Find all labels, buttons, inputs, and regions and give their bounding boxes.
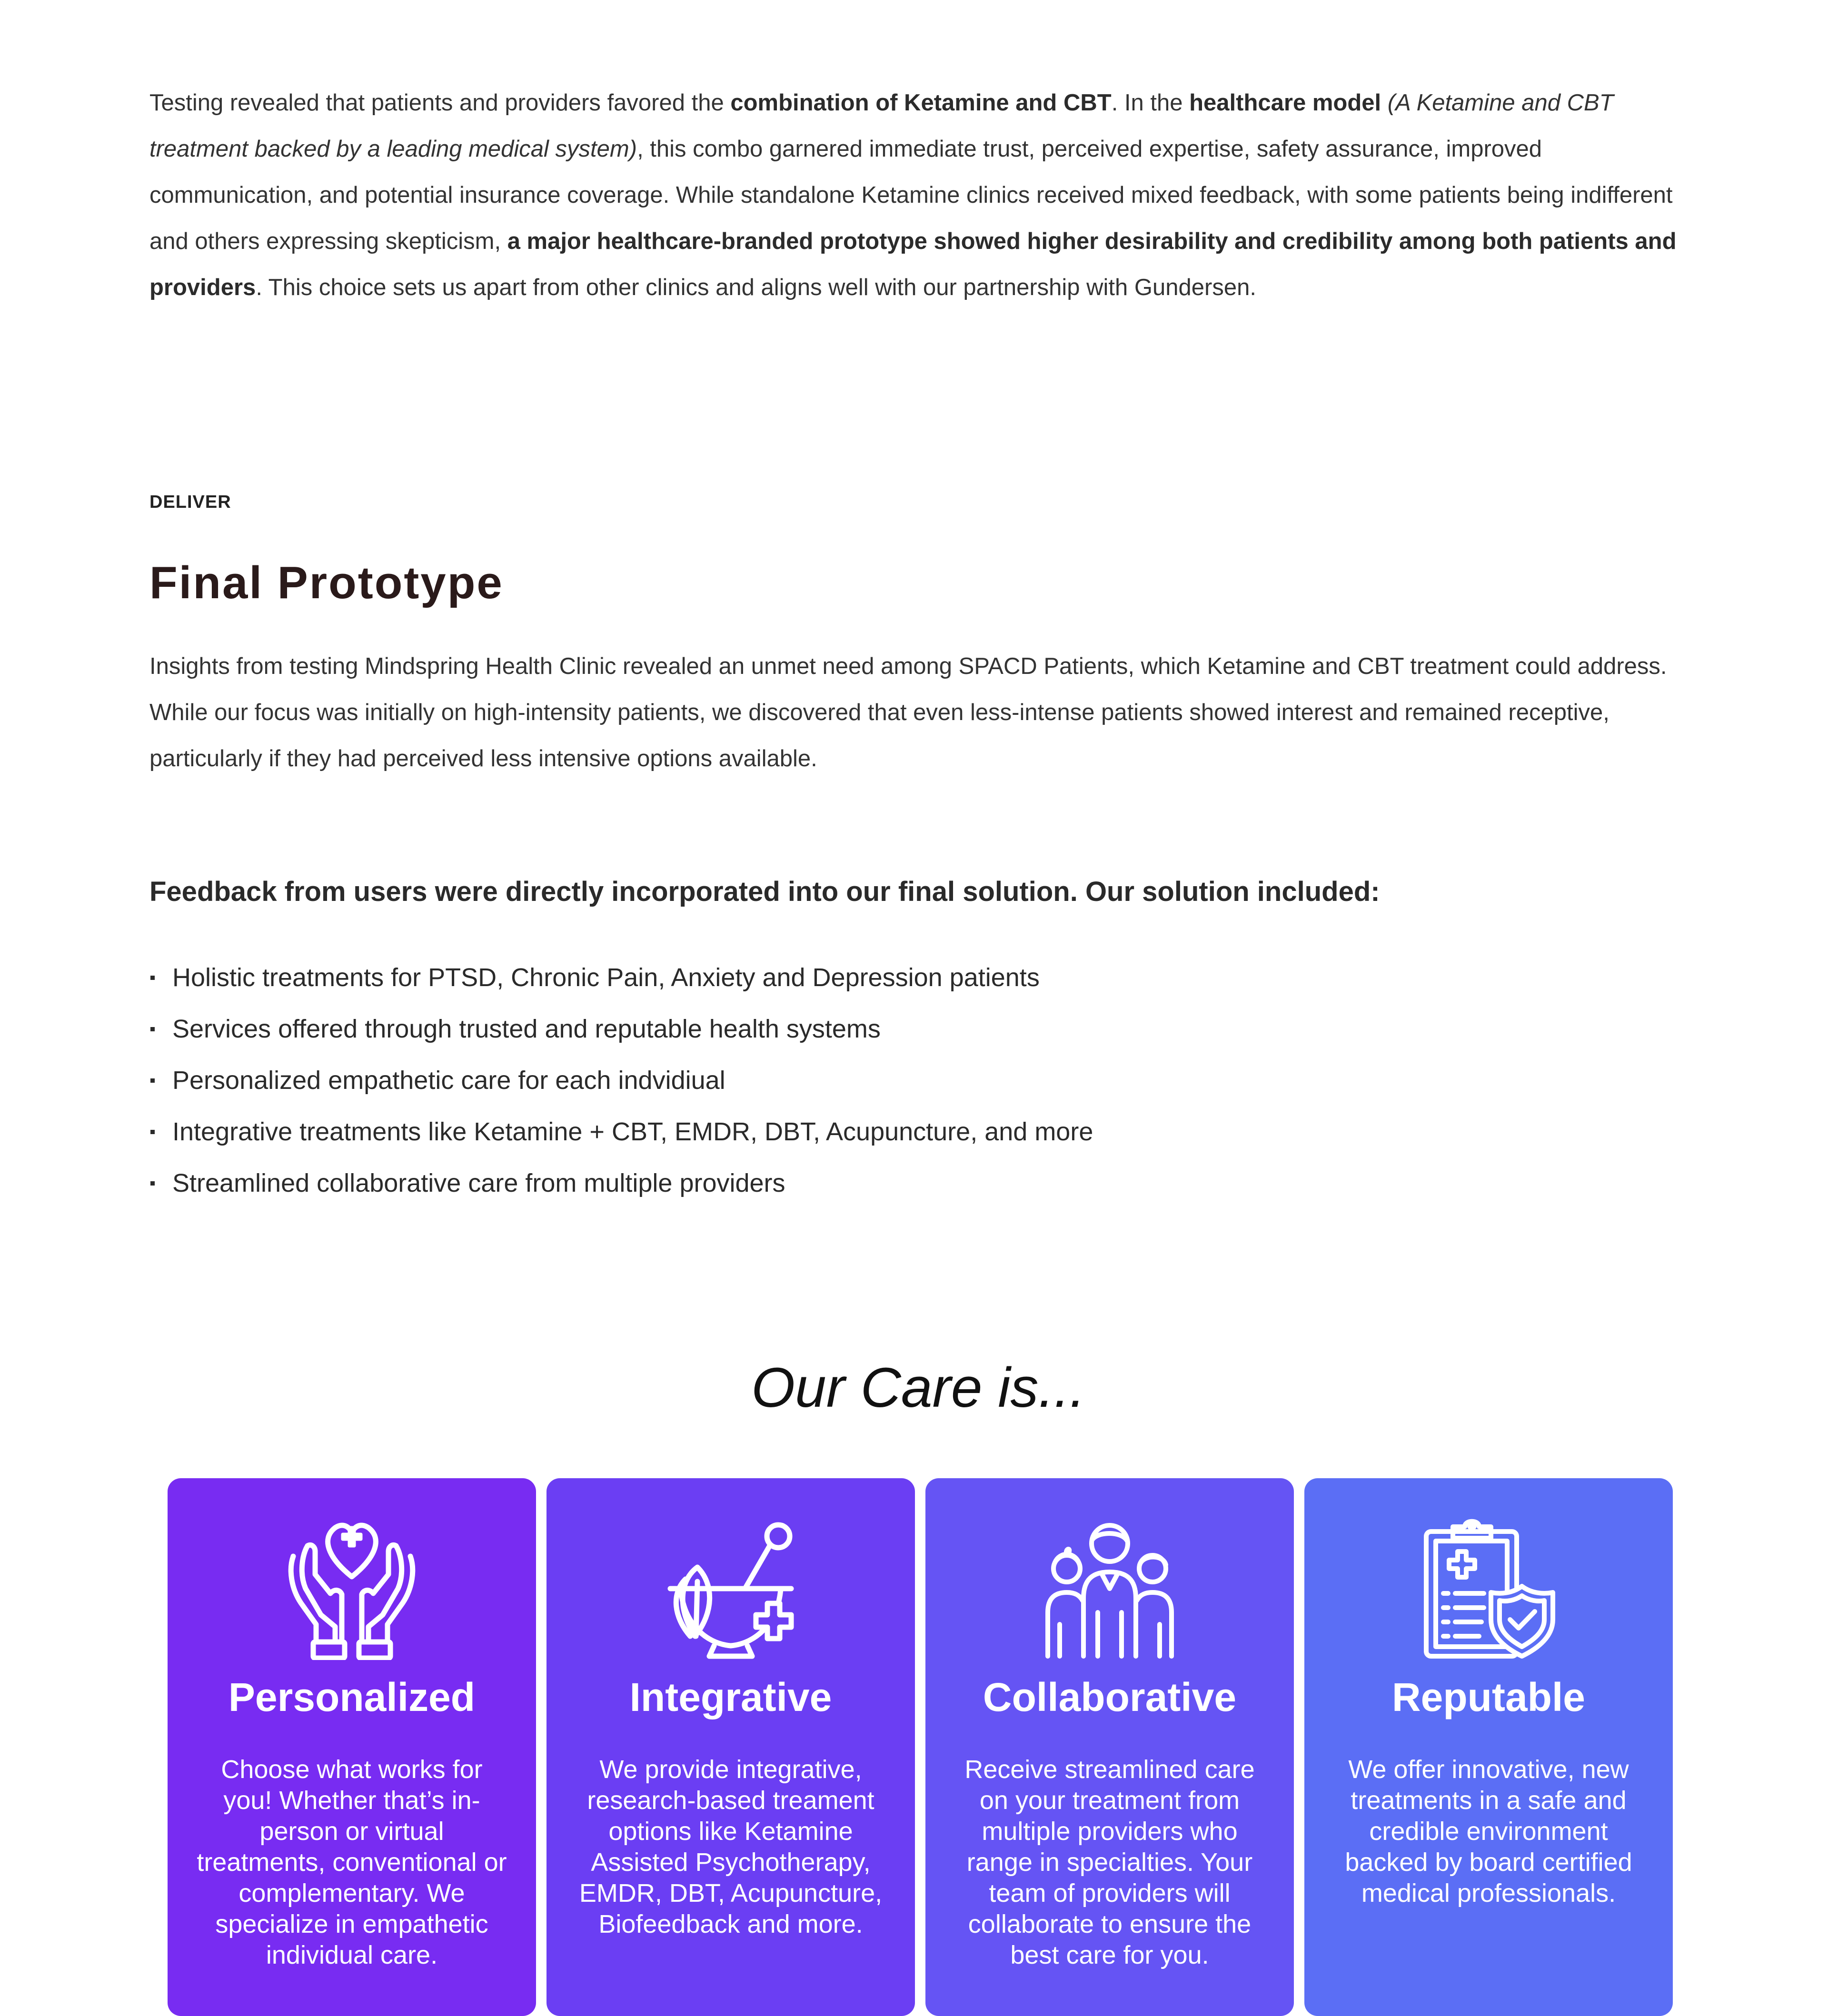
intro-italic-text: (A Ketamine and CBT treatment backed by a leading medical system): [149, 90, 1614, 162]
intro-text: , this combo garnered immediate trust, perceived expertise, safety assurance, improved communication, and potential insurance coverage. While standalone Ketamine clinics received mixed feedback, with some patients being indifferent and others expressing skepticism,: [149, 136, 1673, 254]
bullet-icon: [150, 1130, 155, 1134]
mortar-pestle-icon: [546, 1517, 915, 1660]
intro-bold-text: a major healthcare-branded prototype showed higher desirability and credibility among both patients and providers: [149, 228, 1677, 300]
list-item: [149, 1003, 1093, 1055]
card-personalized: [168, 1478, 536, 2016]
card-title: Reputable: [1391, 1675, 1586, 1720]
card-collaborative: [925, 1478, 1294, 2016]
feedback-heading: Feedback from users were directly incorporated into our final solution. Our solution included:: [149, 876, 1380, 907]
card-description: Receive streamlined care on your treatment from multiple providers who range in specialties. Your team of providers will collaborate to ensure the best care for you.: [964, 1755, 1255, 1969]
list-item-text: Personalized empathetic care for each indvidiual: [172, 1066, 725, 1095]
list-item-text: Streamlined collaborative care from multiple providers: [172, 1169, 785, 1197]
clipboard-shield-icon: [1304, 1517, 1673, 1660]
card-integrative: [546, 1478, 915, 2016]
list-item-text: Holistic treatments for PTSD, Chronic Pain, Anxiety and Depression patients: [172, 963, 1040, 992]
list-item: [149, 952, 1093, 1003]
card-description: Choose what works for you! Whether that’s in-person or virtual treatments, conventional or complementary. We specialize in empathetic individual care.: [197, 1755, 507, 1969]
bullet-icon: [150, 1181, 155, 1186]
list-item: [149, 1106, 1093, 1157]
list-item: [149, 1157, 1093, 1209]
bullet-icon: [150, 976, 155, 980]
list-item-text: Integrative treatments like Ketamine + CBT, EMDR, DBT, Acupuncture, and more: [172, 1117, 1093, 1146]
intro-text: [1381, 90, 1388, 116]
card-title: Integrative: [629, 1675, 832, 1720]
bullet-icon: [150, 1027, 155, 1031]
bullet-icon: [150, 1078, 155, 1083]
care-cards: [168, 1478, 1672, 2016]
section-title: Final Prototype: [149, 557, 504, 608]
intro-bold-text: combination of Ketamine and CBT: [730, 90, 1112, 116]
card-description: We provide integrative, research-based treament options like Ketamine Assisted Psychotherapy, EMDR, DBT, Acupuncture, Biofeedback and more.: [579, 1755, 883, 1938]
team-icon: [925, 1517, 1294, 1660]
card-description: We offer innovative, new treatments in a safe and credible environment backed by board certified medical professionals.: [1345, 1755, 1632, 1907]
list-item: [149, 1055, 1093, 1106]
card-reputable: [1304, 1478, 1673, 2016]
card-title: Collaborative: [983, 1675, 1237, 1720]
intro-bold-text: healthcare model: [1189, 90, 1381, 116]
card-title: Personalized: [228, 1675, 476, 1720]
intro-paragraph: [149, 80, 1687, 311]
solution-list: [149, 952, 1093, 1209]
care-heading: Our Care is...: [751, 1356, 1085, 1419]
intro-text: . This choice sets us apart from other clinics and aligns well with our partnership with Gundersen.: [256, 275, 1256, 300]
list-item-text: Services offered through trusted and reputable health systems: [172, 1015, 881, 1043]
section-eyebrow: DELIVER: [149, 492, 231, 512]
intro-text: . In the: [1111, 90, 1190, 116]
hands-heart-icon: [168, 1517, 536, 1660]
insights-paragraph: Insights from testing Mindspring Health Clinic revealed an unmet need among SPACD Patients, which Ketamine and CBT treatment could address. While our focus was initially on high-intensity patients, we discovered that even less-intense patients showed interest and remained receptive, particularly if they had perceived less intensive options available.: [149, 653, 1667, 771]
intro-text: Testing revealed that patients and providers favored the: [149, 90, 731, 116]
